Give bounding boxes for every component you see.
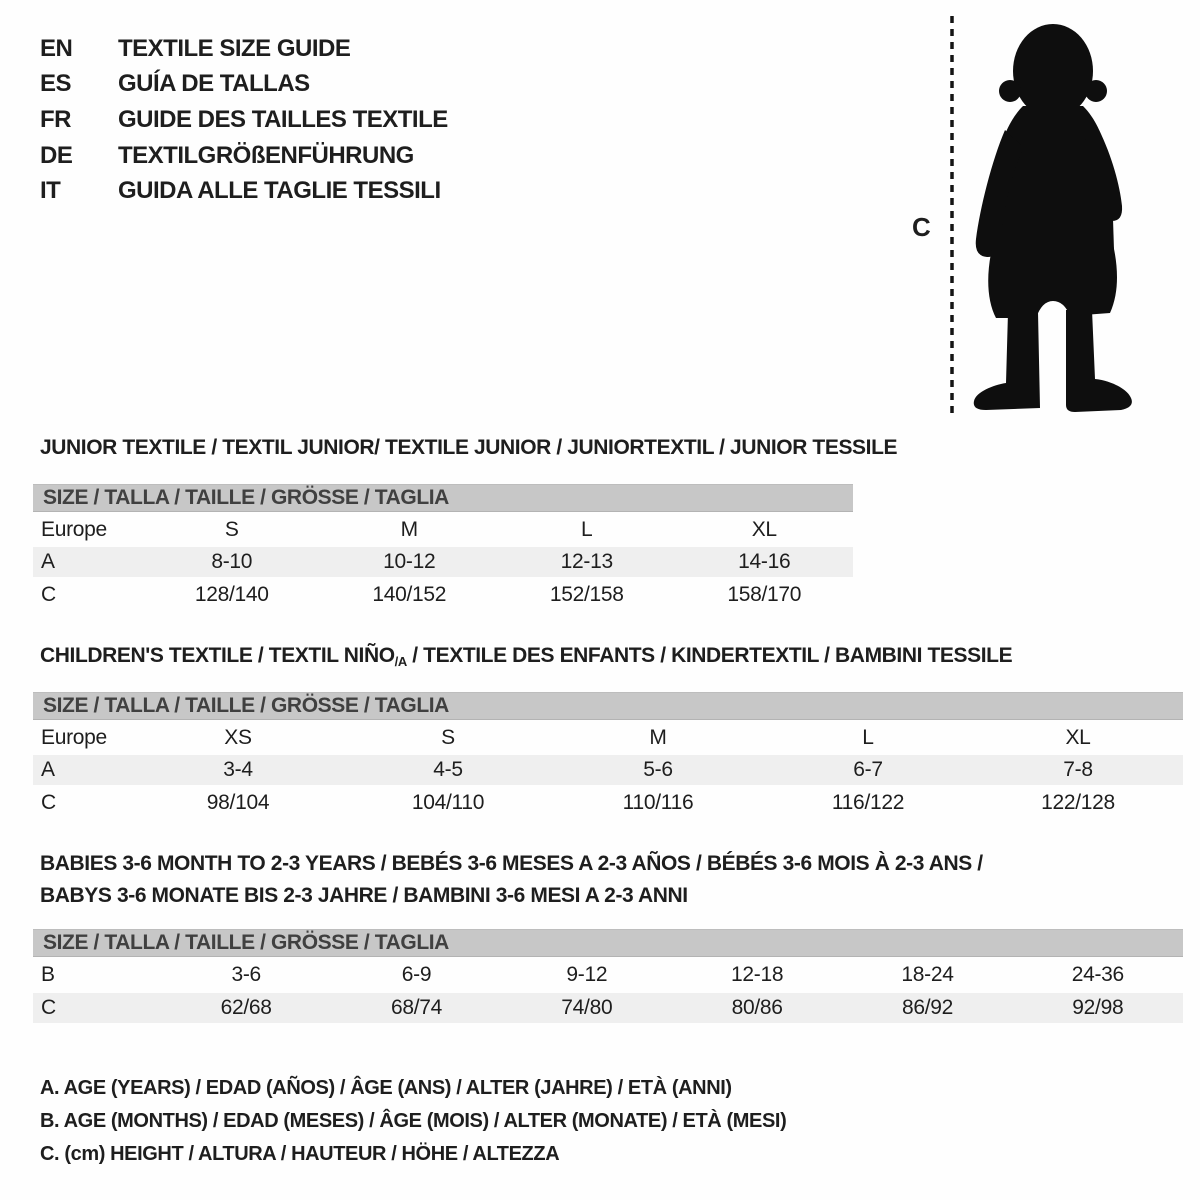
row-label: A bbox=[41, 550, 55, 573]
row-label: C bbox=[41, 582, 56, 606]
children-size-table bbox=[33, 692, 1183, 820]
height-value: 122/128 bbox=[1041, 790, 1115, 814]
height-value: 98/104 bbox=[206, 790, 270, 814]
junior-size-table bbox=[33, 484, 853, 612]
babies-title-line-2: BABYS 3-6 MONATE BIS 2-3 JAHRE / BAMBINI 3-6 MESI A 2-3 ANNI bbox=[40, 884, 688, 907]
language-title: GUIDE DES TAILLES TEXTILE bbox=[118, 105, 448, 133]
size-value: XL bbox=[1065, 725, 1091, 749]
language-row-it bbox=[40, 173, 448, 209]
babies-section-title bbox=[40, 848, 983, 912]
size-header-strip: SIZE / TALLA / TAILLE / GRÖSSE / TAGLIA bbox=[33, 692, 1183, 720]
table-row-height bbox=[33, 785, 1183, 820]
months-value: 24-36 bbox=[1071, 963, 1124, 986]
height-value: 140/152 bbox=[372, 582, 447, 606]
size-value: M bbox=[400, 517, 418, 541]
size-value: L bbox=[862, 725, 874, 749]
height-value: 158/170 bbox=[727, 582, 802, 606]
language-code: FR bbox=[40, 105, 71, 133]
height-value: 116/122 bbox=[831, 790, 905, 814]
note-age-years: A. AGE (YEARS) / EDAD (AÑOS) / ÂGE (ANS) / ALTER (JAHRE) / ETÀ (ANNI) bbox=[40, 1077, 732, 1099]
row-label: B bbox=[41, 963, 55, 986]
size-header-strip: SIZE / TALLA / TAILLE / GRÖSSE / TAGLIA bbox=[33, 929, 1183, 957]
language-row-de bbox=[40, 138, 448, 174]
legend-notes bbox=[40, 1072, 786, 1171]
row-label: A bbox=[41, 758, 55, 781]
junior-section-title: JUNIOR TEXTILE / TEXTIL JUNIOR/ TEXTILE JUNIOR / JUNIORTEXTIL / JUNIOR TESSILE bbox=[40, 436, 898, 459]
row-label: C bbox=[41, 790, 56, 814]
size-value: S bbox=[224, 517, 239, 541]
height-value: 104/110 bbox=[411, 790, 485, 814]
language-title-list bbox=[40, 31, 448, 209]
language-code: IT bbox=[40, 177, 61, 205]
months-value: 6-9 bbox=[401, 963, 432, 986]
language-code: DE bbox=[40, 141, 73, 169]
age-value: 14-16 bbox=[738, 550, 791, 573]
size-value: XL bbox=[751, 517, 777, 541]
table-row-age bbox=[33, 755, 1183, 785]
babies-title-line-1: BABIES 3-6 MONTH TO 2-3 YEARS / BEBÉS 3-6 MESES A 2-3 AÑOS / BÉBÉS 3-6 MOIS À 2-3 ANS / bbox=[40, 852, 983, 875]
age-value: 5-6 bbox=[643, 758, 673, 781]
age-value: 10-12 bbox=[383, 550, 436, 573]
language-title: TEXTILGRÖßENFÜHRUNG bbox=[118, 141, 414, 169]
age-value: 12-13 bbox=[560, 550, 613, 573]
toddler-silhouette bbox=[940, 12, 1140, 422]
row-label: C bbox=[41, 996, 56, 1019]
size-value: M bbox=[649, 725, 667, 749]
table-row-height bbox=[33, 577, 853, 612]
row-label: Europe bbox=[41, 517, 107, 541]
children-title-text: CHILDREN'S TEXTILE / TEXTIL NIÑO bbox=[40, 644, 395, 667]
children-title-subscript: /A bbox=[394, 654, 407, 669]
language-title: TEXTILE SIZE GUIDE bbox=[118, 34, 351, 62]
table-row-europe bbox=[33, 720, 1183, 755]
height-value: 62/68 bbox=[220, 996, 272, 1019]
months-value: 12-18 bbox=[731, 963, 784, 986]
height-value: 80/86 bbox=[731, 996, 783, 1019]
table-row-height bbox=[33, 993, 1183, 1023]
size-value: S bbox=[441, 725, 455, 749]
age-value: 4-5 bbox=[433, 758, 463, 781]
language-title: GUÍA DE TALLAS bbox=[118, 70, 310, 98]
table-row-europe bbox=[33, 512, 853, 547]
note-height-cm: C. (cm) HEIGHT / ALTURA / HAUTEUR / HÖHE / ALTEZZA bbox=[40, 1143, 560, 1165]
height-value: 110/116 bbox=[622, 790, 694, 814]
height-value: 128/140 bbox=[194, 582, 269, 606]
language-row-fr bbox=[40, 102, 448, 138]
height-value: 92/98 bbox=[1072, 996, 1124, 1019]
age-value: 3-4 bbox=[223, 758, 253, 781]
height-value: 68/74 bbox=[390, 996, 443, 1019]
table-row-age bbox=[33, 547, 853, 577]
age-value: 6-7 bbox=[853, 758, 883, 781]
months-value: 3-6 bbox=[231, 963, 261, 986]
note-age-months: B. AGE (MONTHS) / EDAD (MESES) / ÂGE (MOIS) / ALTER (MONATE) / ETÀ (MESI) bbox=[40, 1110, 787, 1132]
months-value: 18-24 bbox=[901, 963, 954, 986]
children-section-title bbox=[40, 644, 1012, 668]
language-code: EN bbox=[40, 34, 73, 62]
months-value: 9-12 bbox=[566, 963, 608, 986]
language-row-es bbox=[40, 67, 448, 103]
height-value: 74/80 bbox=[561, 996, 613, 1019]
size-value: L bbox=[581, 517, 593, 541]
height-value: 152/158 bbox=[549, 582, 624, 606]
table-row-months bbox=[33, 957, 1183, 993]
age-value: 8-10 bbox=[211, 550, 253, 573]
language-row-en bbox=[40, 31, 448, 67]
size-header-strip: SIZE / TALLA / TAILLE / GRÖSSE / TAGLIA bbox=[33, 484, 853, 512]
row-label: Europe bbox=[41, 725, 107, 749]
size-value: XS bbox=[224, 725, 252, 749]
language-code: ES bbox=[40, 70, 72, 98]
babies-size-table bbox=[33, 929, 1183, 1023]
height-measure-label: C bbox=[912, 212, 931, 242]
age-value: 7-8 bbox=[1063, 758, 1093, 781]
children-title-text: / TEXTILE DES ENFANTS / KINDERTEXTIL / BAMBINI TESSILE bbox=[406, 644, 1013, 667]
language-title: GUIDA ALLE TAGLIE TESSILI bbox=[118, 177, 441, 205]
toddler-body-shape bbox=[974, 24, 1132, 412]
height-value: 86/92 bbox=[901, 996, 954, 1019]
